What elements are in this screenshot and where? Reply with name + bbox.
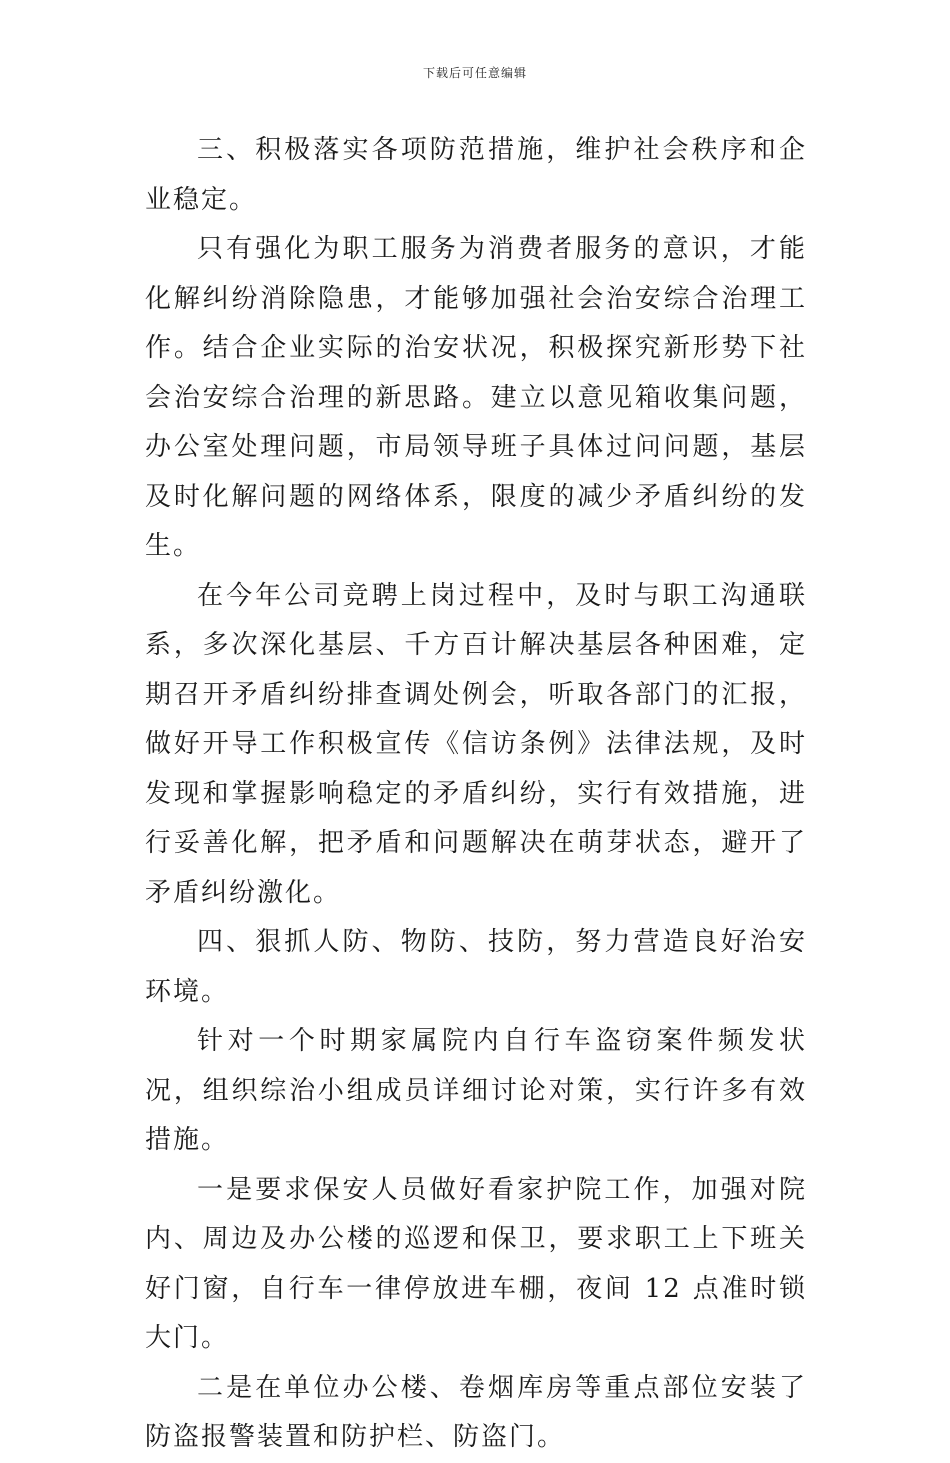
- paragraph-bicycle-theft: 针对一个时期家属院内自行车盗窃案件频发状况，组织综治小组成员详细讨论对策，实行许多有效措施。: [145, 1026, 807, 1155]
- paragraph-security-guards: 一是要求保安人员做好看家护院工作，加强对院内、周边及办公楼的巡逻和保卫，要求职工上下班关好门窗，自行车一律停放进车棚，夜间 12 点准时锁大门。: [145, 1174, 807, 1353]
- paragraph-service-awareness: 只有强化为职工服务为消费者服务的意识，才能化解纠纷消除隐患，才能够加强社会治安综合治理工作。结合企业实际的治安状况，积极探究新形势下社会治安综合治理的新思路。建立以意见箱收集问题，办公室处理问题，市局领导班子具体过问问题，基层及时化解问题的网络体系，限度的减少矛盾纠纷的发生。: [145, 234, 807, 561]
- paragraph-section-four-heading: 四、狠抓人防、物防、技防，努力营造良好治安环境。: [145, 927, 807, 1007]
- paragraph-section-three-heading: 三、积极落实各项防范措施，维护社会秩序和企业稳定。: [145, 135, 807, 215]
- document-body: [145, 126, 807, 1463]
- paragraph-alarm-devices: 二是在单位办公楼、卷烟库房等重点部位安装了防盗报警装置和防护栏、防盗门。: [145, 1372, 807, 1452]
- page-header: 下载后可任意编辑: [422, 66, 527, 80]
- paragraph-competitive-posting: 在今年公司竞聘上岗过程中，及时与职工沟通联系，多次深化基层、千方百计解决基层各种困难，定期召开矛盾纠纷排查调处例会，听取各部门的汇报，做好开导工作积极宣传《信访条例》法律法规，及时发现和掌握影响稳定的矛盾纠纷，实行有效措施，进行妥善化解，把矛盾和问题解决在萌芽状态，避开了矛盾纠纷激化。: [145, 580, 807, 908]
